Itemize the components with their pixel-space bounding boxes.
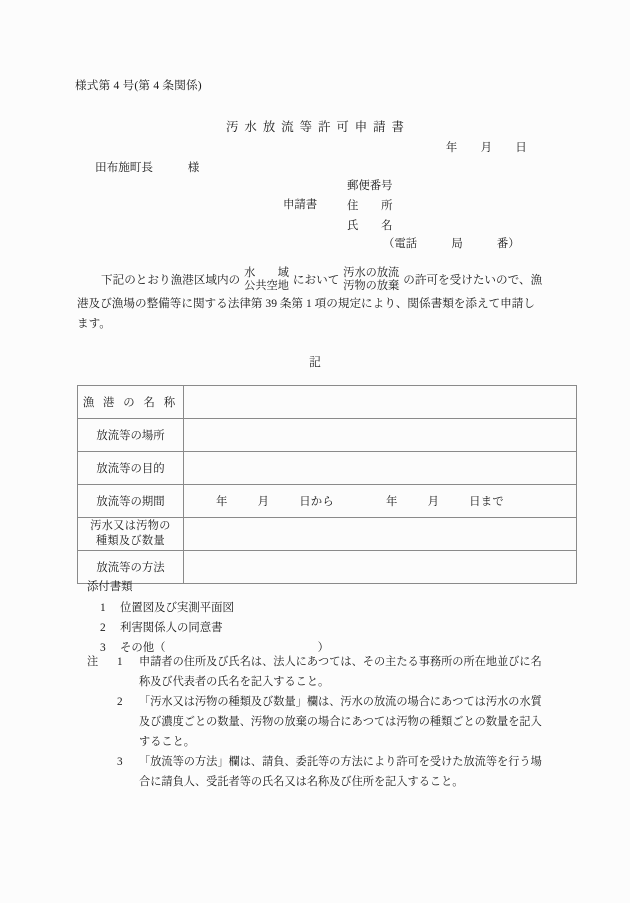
applicant-fields [347,176,393,236]
paragraph-line2: 港及び漁場の整備等に関する法律第 39 条第 1 項の規定により、関係書類を添えて申請し [77,297,535,310]
row-label-discharge-period [78,485,184,518]
label-text-line2: 種類及び数量 [96,535,165,547]
row-value-discharge-period[interactable] [184,485,577,518]
table-row [78,419,577,452]
note-line: 称及び代表者の氏名を記入すること。 [139,676,330,688]
item-text: 利害関係人の同意書 [120,622,223,634]
applicant-name: 氏 名 [347,220,393,232]
stack-bottom-public-land: 公共空地 [244,280,289,292]
table-row [78,485,577,518]
note-number: 2 [117,696,123,708]
form-number: 様式第 4 号(第 4 条関係) [75,79,202,92]
note-line: 申請者の住所及び氏名は、法人にあつては、その主たる事務所の所在地並びに名 [139,656,542,668]
note-number: 1 [117,656,123,668]
stack-bottom-waste-disposal: 汚物の放棄 [343,280,400,292]
note-line: 及び濃度ごとの数量、汚物の放棄の場合にあつては汚物の種類ごとの数量を記入 [139,716,542,728]
note-body [139,652,557,692]
row-value-fishing-port-name[interactable] [184,386,577,419]
list-item [100,598,329,618]
row-label-fishing-port-name [78,386,184,419]
row-label-discharge-location [78,419,184,452]
paragraph-line3: ます。 [77,317,111,330]
table-row [78,551,577,584]
paragraph-line1-b: において [292,273,340,287]
row-label-sewage-type-quantity [78,518,184,551]
item-number: 2 [100,622,106,634]
item-close-paren: ） [317,642,329,654]
label-text: 放流等の目的 [96,463,165,475]
item-number: 1 [100,602,106,614]
application-paragraph [77,268,557,334]
period-from-year: 年 [216,496,228,508]
row-label-discharge-purpose [78,452,184,485]
row-value-discharge-method[interactable] [184,551,577,584]
table-row [78,452,577,485]
period-from-day: 日から [299,496,334,508]
page-title: 汚水放流等許可申請書 [226,120,410,134]
notes-section [87,652,557,792]
label-text: 放流等の方法 [96,562,165,574]
discharge-stack [343,267,399,293]
paragraph-line1-a: 下記のとおり漁港区域内の [101,273,241,287]
note-item [87,692,557,752]
list-item [100,618,329,638]
period-from-month: 月 [257,496,270,508]
period-to-day: 日まで [469,496,504,508]
note-marker [87,652,139,672]
applicant-address: 住 所 [347,200,393,212]
note-marker [87,692,139,712]
attachments-list [100,598,329,658]
item-number: 3 [100,642,106,654]
note-line: 「放流等の方法」欄は、請負、委託等の方法により許可を受けた放流等を行う場 [139,756,542,768]
attachments-heading: 添付書類 [87,581,133,593]
note-item [87,652,557,692]
label-text: 放流等の場所 [96,430,165,442]
table-row [78,518,577,551]
label-text-line1: 汚水又は汚物の [90,520,171,532]
label-text: 漁 港 の 名 称 [82,397,179,409]
stack-top-sewage-discharge: 汚水の放流 [343,267,400,279]
row-value-discharge-location[interactable] [184,419,577,452]
period-fields [194,496,504,508]
section-mark: 記 [309,355,321,369]
notes-label: 注 [87,656,99,668]
note-body [139,752,557,792]
label-text: 放流等の期間 [96,496,165,508]
date-line: 年 月 日 [445,142,527,154]
applicant-phone: （電話 局 番） [383,238,520,250]
note-line: 「汚水又は汚物の種類及び数量」欄は、汚水の放流の場合にあつては汚水の水質 [139,696,542,708]
row-value-discharge-purpose[interactable] [184,452,577,485]
water-area-stack [244,267,289,293]
note-body [139,692,557,752]
note-marker [87,752,139,772]
applicant-label: 申請書 [283,199,318,211]
period-to-year: 年 [385,496,398,508]
stack-top-water-area: 水 域 [244,267,289,279]
note-number: 3 [117,756,123,768]
item-text: その他（ [120,642,166,654]
note-line: 合に請負人、受託者等の氏名又は名称及び住所を記入すること。 [139,776,464,788]
item-text: 位置図及び実測平面図 [120,602,234,614]
note-item [87,752,557,792]
addressee: 田布施町長 様 [95,161,200,174]
table-row [78,386,577,419]
note-line: すること。 [139,736,195,748]
applicant-postal-code: 郵便番号 [347,180,393,192]
period-to-month: 月 [427,496,440,508]
paragraph-line1-c: の許可を受けたいので、漁 [403,273,543,287]
application-table [77,385,577,584]
row-value-sewage-type-quantity[interactable] [184,518,577,551]
